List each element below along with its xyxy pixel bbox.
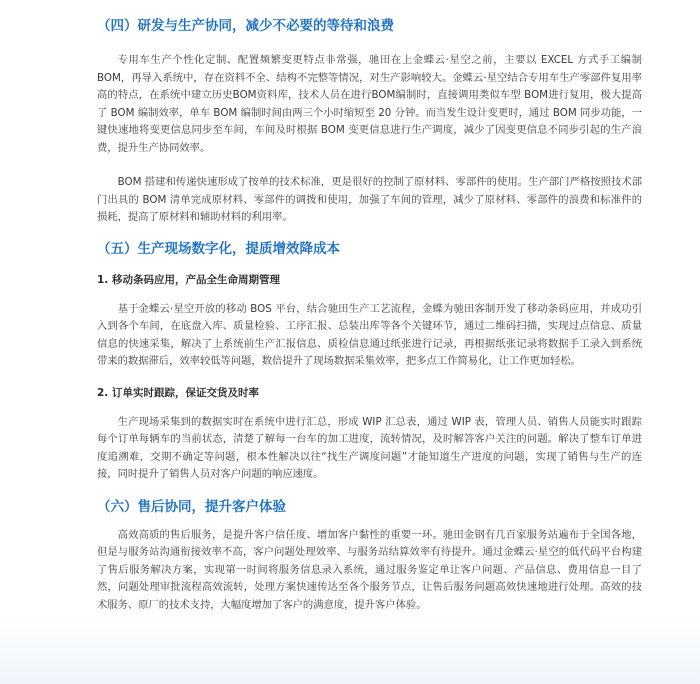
section-5-title: （五）生产现场数字化，提质增效降成本 (97, 240, 340, 257)
section-4-paragraph-1: 专用车生产个性化定制、配置频繁变更特点非常强，驰田在上金蝶云·星空之前，主要以 EXCEL 方式手工编制 BOM，再导入系统中，存在资料不全、结构不完整等情况，对生产影响较大。金蝶云·星空结合专用车生产零部件复用率高的特点，在系统中建立历史BOM资料库，技术人员在进行BOM编制时，直接调用类似车型 BOM进行复用，极大提高了 BOM 编制效率，单车 BOM 编制时间由两三个小时缩短至 20 分钟。而当发生设计变更时，通过 BOM 同步功能，一键快速地将变更信息同步至车间，车间及时根据 BOM 变更信息进行生产调度，减少了因变更信息不同步引起的生产浪费，提升生产协同效率。 (97, 54, 642, 154)
section-5-paragraph-2: 生产现场采集到的数据实时在系统中进行汇总，形成 WIP 汇总表，通过 WIP 表，管理人员、销售人员能实时跟踪每个订单每辆车的当前状态，清楚了解每一台车的加工进度，流转情况，及时解答客户关注的问题。解决了整车订单进度追溯难，交期不确定等问题，根本性解决以往“找生产调度问题”才能知道生产进度的问题，实现了销售与生产的连接，同时提升了销售人员对客户问题的响应速度。 (97, 415, 642, 480)
section-4-paragraph-2: BOM 搭建和传递快速形成了按单的技术标准，更是很好的控制了原材料、零部件的使用。生产部门严格按照技术部门出具的 BOM 清单完成原材料、零部件的调拨和使用，加强了车间的管理，减少了原材料、零部件的浪费和标准件的损耗，提高了原材料和辅助材料的利用率。 (97, 176, 642, 223)
background-decoration (0, 614, 700, 684)
document-content (97, 12, 642, 614)
section-5-subtitle-1: 1. 移动条码应用，产品全生命周期管理 (97, 273, 280, 286)
section-4-title: （四）研发与生产协同，减少不必要的等待和浪费 (97, 18, 394, 34)
section-6-title: （六）售后协同，提升客户体验 (97, 498, 286, 515)
section-5-subtitle-2: 2. 订单实时跟踪，保证交货及时率 (97, 386, 259, 399)
section-6-paragraph-1: 高效高质的售后服务，是提升客户信任度、增加客户黏性的重要一环。驰田金钢有几百家服务站遍布于全国各地，但是与服务站沟通衔接效率不高，客户问题处理效率、与服务站结算效率有待提升。通过金蝶云·星空的低代码平台构建了售后服务解决方案，实现第一时间将服务信息录入系统，通过服务鉴定单让客户问题、产品信息、费用信息一目了然，问题处理审批流程高效流转，处理方案快速传达至各个服务节点，让售后服务问题高效快速地进行处理。高效的技术服务、原厂的技术支持，大幅度增加了客户的满意度，提升客户体验。 (97, 528, 642, 611)
section-5-paragraph-1: 基于金蝶云·星空开放的移动 BOS 平台，结合驰田生产工艺流程，金蝶为驰田客制开发了移动条码应用，并成功引入到各个车间，在底盘入库、质量检验、工序汇报、总装出库等各个关键环节，通过二维码扫描，实现过点信息、质量信息的快速采集，解决了上系统前生产汇报信息、质检信息通过纸张进行记录，再根据纸张记录将数据手工录入到系统带来的数据滞后，效率较低等问题，数倍提升了现场数据采集效率，把多点工作简易化，让工作更加轻松。 (97, 302, 642, 367)
